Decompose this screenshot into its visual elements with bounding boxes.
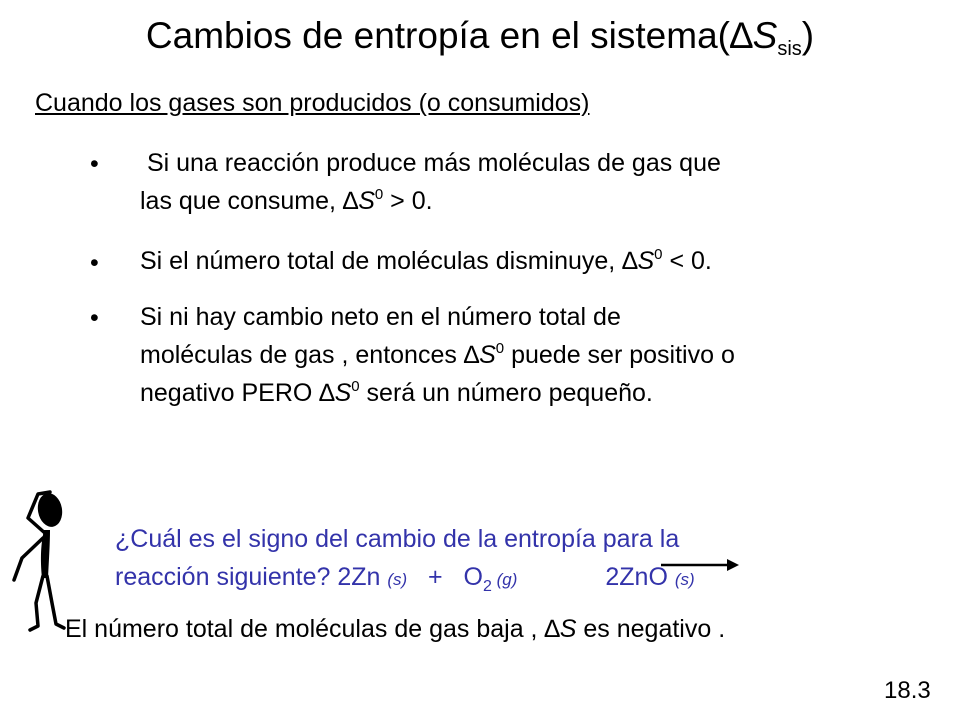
answer-text: El número total de moléculas de gas baja , xyxy=(65,615,545,643)
superscript: 0 xyxy=(654,246,663,263)
subheading: Cuando los gases son producidos (o consumidos) xyxy=(35,89,590,117)
entropy-symbol: S xyxy=(479,341,496,369)
question-line-1: ¿Cuál es el signo del cambio de la entropía para la xyxy=(115,525,680,553)
bullet-3-text-2: puede ser positivo o xyxy=(504,341,735,369)
reaction-arrow-icon xyxy=(661,556,739,572)
question-text: reacción siguiente? 2Zn xyxy=(115,563,388,591)
bullet-3 xyxy=(140,298,735,412)
subscript: 2 xyxy=(482,578,492,595)
bullet-1-line-1: Si una reacción produce más moléculas de gas que xyxy=(140,149,721,177)
answer-tail: es negativo . xyxy=(576,615,726,643)
entropy-symbol: S xyxy=(559,615,577,643)
bullet-3-tail: será un número pequeño. xyxy=(359,379,653,407)
reactant-oxygen: + O xyxy=(407,563,483,591)
bullet-3-line-2 xyxy=(140,336,735,374)
delta-symbol: ∆ xyxy=(463,341,480,369)
superscript: 0 xyxy=(495,340,505,357)
bullet-2 xyxy=(140,242,712,280)
state-gas: (g) xyxy=(491,570,518,589)
bullet-1 xyxy=(140,144,721,220)
bullet-marker: • xyxy=(90,249,99,277)
title-text: Cambios de entropía en el sistema( xyxy=(145,15,730,56)
answer xyxy=(65,610,725,648)
superscript: 0 xyxy=(374,186,384,203)
delta-symbol: ∆ xyxy=(622,247,638,275)
bullet-1-line-2 xyxy=(140,182,721,220)
entropy-symbol: S xyxy=(358,187,375,215)
bullet-2-tail: < 0. xyxy=(662,247,712,275)
bullet-3-text-3: negativo PERO xyxy=(140,379,320,407)
delta-symbol: ∆ xyxy=(319,379,335,407)
entropy-symbol: S xyxy=(334,379,352,407)
product: 2ZnO xyxy=(605,563,675,591)
state-solid: (s) xyxy=(387,570,408,589)
page-number: 18.3 xyxy=(884,677,931,704)
bullet-marker: • xyxy=(90,304,99,332)
bullet-1-text: las que consume, xyxy=(140,187,343,215)
state-solid: (s) xyxy=(674,570,695,589)
bullet-marker: • xyxy=(90,150,99,178)
superscript: 0 xyxy=(351,378,360,395)
entropy-symbol: S xyxy=(637,247,655,275)
delta-symbol: ∆ xyxy=(342,187,359,215)
bullet-3-line-1: Si ni hay cambio neto en el número total de xyxy=(140,303,621,331)
title-delta: ∆ xyxy=(729,15,753,56)
question-line-2 xyxy=(115,558,695,599)
bullet-3-line-3 xyxy=(140,374,735,412)
title-symbol: S xyxy=(752,15,778,56)
question xyxy=(115,520,695,599)
bullet-3-text: moléculas de gas , entonces xyxy=(140,341,464,369)
slide-title xyxy=(0,12,960,73)
bullet-2-text: Si el número total de moléculas disminuye, xyxy=(140,247,623,275)
delta-symbol: ∆ xyxy=(544,615,560,643)
title-subscript: sis xyxy=(777,38,802,60)
title-close: ) xyxy=(801,15,815,56)
bullet-1-tail: > 0. xyxy=(383,187,433,215)
